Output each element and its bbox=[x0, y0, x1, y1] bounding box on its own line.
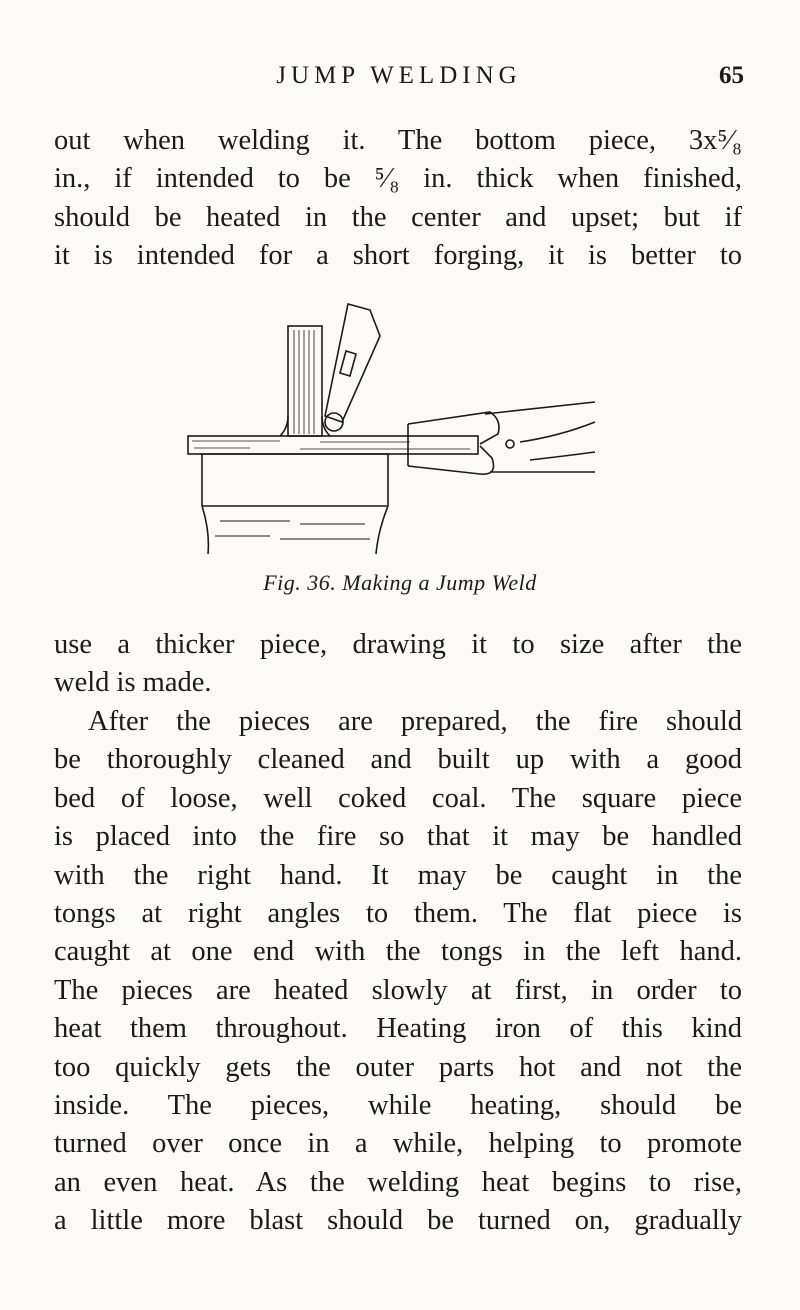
main-paragraph bbox=[54, 703, 742, 1240]
text-line: bed of loose, well coked coal. The square piece bbox=[54, 782, 742, 814]
anvil-drawing bbox=[200, 454, 390, 554]
text-line: weld is made. bbox=[54, 667, 212, 699]
figure-caption: Fig. 36. Making a Jump Weld bbox=[263, 570, 537, 595]
text-line: After the pieces are prepared, the fire should bbox=[88, 706, 742, 737]
text-line: use a thicker piece, drawing it to size after the bbox=[54, 629, 742, 660]
jump-weld-illustration bbox=[180, 296, 610, 566]
figure-jump-weld bbox=[180, 296, 610, 566]
text-line: too quickly gets the outer parts hot and not the bbox=[54, 1051, 742, 1083]
text-line: The pieces are heated slowly at first, in order to bbox=[54, 974, 742, 1006]
text-line: a little more blast should be turned on, gradually bbox=[54, 1205, 742, 1237]
text-line: it is intended for a short forging, it is better to bbox=[54, 240, 742, 272]
text-line: be thoroughly cleaned and built up with a good bbox=[54, 744, 742, 776]
square-piece-drawing bbox=[280, 326, 330, 436]
text-line: should be heated in the center and upset; but if bbox=[54, 201, 742, 233]
page-header bbox=[54, 58, 744, 98]
hammer-drawing bbox=[325, 304, 380, 431]
text-line: with the right hand. It may be caught in the bbox=[54, 859, 742, 891]
running-head: JUMP WELDING bbox=[276, 62, 522, 89]
text-line: in., if intended to be ⁵⁄₈ in. thick when finished, bbox=[54, 163, 742, 195]
text-line: is placed into the fire so that it may be handled bbox=[54, 821, 742, 853]
tongs-drawing bbox=[408, 402, 595, 474]
continued-paragraph bbox=[54, 626, 742, 703]
top-paragraph bbox=[54, 122, 742, 276]
text-line: caught at one end with the tongs in the left hand. bbox=[54, 936, 742, 968]
text-line: tongs at right angles to them. The flat piece is bbox=[54, 897, 742, 929]
text-line: heat them throughout. Heating iron of this kind bbox=[54, 1013, 742, 1045]
text-line: inside. The pieces, while heating, should be bbox=[54, 1089, 742, 1121]
text-line: out when welding it. The bottom piece, 3x⁵⁄₈ bbox=[54, 125, 742, 156]
page-number: 65 bbox=[719, 62, 744, 89]
flat-bar-drawing bbox=[188, 436, 478, 454]
text-line: an even heat. As the welding heat begins to rise, bbox=[54, 1166, 742, 1198]
text-line: turned over once in a while, helping to promote bbox=[54, 1128, 742, 1160]
